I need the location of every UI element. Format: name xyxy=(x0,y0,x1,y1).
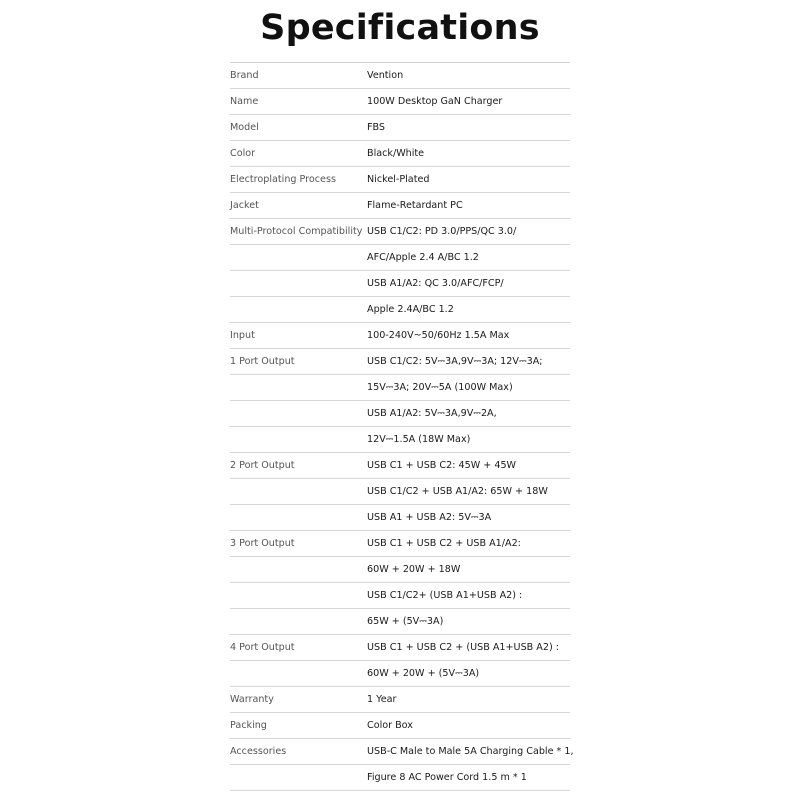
spec-value: Nickel-Plated xyxy=(367,174,430,185)
spec-value: USB-C Male to Male 5A Charging Cable * 1, xyxy=(367,746,574,757)
spec-row xyxy=(230,531,570,557)
spec-row xyxy=(230,323,570,349)
spec-label: Accessories xyxy=(230,746,287,757)
spec-label: Jacket xyxy=(230,200,259,211)
spec-row xyxy=(230,89,570,115)
spec-row xyxy=(230,635,570,661)
spec-row xyxy=(230,739,574,765)
spec-row xyxy=(230,115,570,141)
spec-label: Color xyxy=(230,148,256,159)
spec-value: USB C1/C2: PD 3.0/PPS/QC 3.0/ xyxy=(367,226,517,237)
spec-label: Multi-Protocol Compatibility xyxy=(230,226,363,237)
spec-row xyxy=(230,427,570,453)
spec-row xyxy=(230,453,570,479)
spec-value: 100-240V~50/60Hz 1.5A Max xyxy=(367,330,510,341)
spec-value: 60W + 20W + 18W xyxy=(367,564,461,575)
spec-label: Packing xyxy=(230,720,267,731)
spec-value: Black/White xyxy=(367,148,425,159)
spec-value: USB C1/C2 + USB A1/A2: 65W + 18W xyxy=(367,486,548,497)
spec-value: USB C1 + USB C2: 45W + 45W xyxy=(367,460,517,471)
spec-value: USB A1/A2: 5V⎓3A,9V⎓2A, xyxy=(367,408,497,419)
spec-row xyxy=(230,505,570,531)
spec-value: USB A1 + USB A2: 5V⎓3A xyxy=(367,512,492,523)
spec-value: Figure 8 AC Power Cord 1.5 m * 1 xyxy=(367,772,527,783)
spec-value: Apple 2.4A/BC 1.2 xyxy=(367,304,454,315)
spec-label: Warranty xyxy=(230,694,274,705)
spec-row xyxy=(230,401,570,427)
spec-row xyxy=(230,193,570,219)
spec-row xyxy=(230,557,570,583)
spec-row xyxy=(230,661,570,687)
spec-label: Electroplating Process xyxy=(230,174,336,185)
spec-value: Color Box xyxy=(367,720,413,731)
spec-label: Model xyxy=(230,122,259,133)
spec-row xyxy=(230,349,570,375)
spec-value: FBS xyxy=(367,122,386,133)
spec-label: Input xyxy=(230,330,255,341)
spec-row xyxy=(230,713,570,739)
spec-table xyxy=(230,62,574,791)
spec-label: 4 Port Output xyxy=(230,642,295,653)
spec-value: USB C1/C2+ (USB A1+USB A2) : xyxy=(367,590,523,601)
spec-value: 100W Desktop GaN Charger xyxy=(367,96,503,107)
spec-value: USB C1 + USB C2 + (USB A1+USB A2) : xyxy=(367,642,559,653)
spec-row xyxy=(230,167,570,193)
spec-row xyxy=(230,609,570,635)
spec-value: USB C1/C2: 5V⎓3A,9V⎓3A; 12V⎓3A; xyxy=(367,356,543,367)
spec-label: 2 Port Output xyxy=(230,460,295,471)
spec-value: 60W + 20W + (5V⎓3A) xyxy=(367,668,480,679)
spec-row xyxy=(230,583,570,609)
page-title: Specifications xyxy=(260,8,540,48)
spec-row xyxy=(230,141,570,167)
spec-row xyxy=(230,765,570,791)
spec-value: USB A1/A2: QC 3.0/AFC/FCP/ xyxy=(367,278,504,289)
spec-label: Brand xyxy=(230,70,259,81)
spec-value: AFC/Apple 2.4 A/BC 1.2 xyxy=(367,252,479,263)
spec-row xyxy=(230,479,570,505)
spec-value: 12V⎓1.5A (18W Max) xyxy=(367,434,471,445)
spec-row xyxy=(230,297,570,323)
spec-row xyxy=(230,375,570,401)
spec-label: 1 Port Output xyxy=(230,356,295,367)
spec-row xyxy=(230,219,570,245)
spec-value: Flame-Retardant PC xyxy=(367,200,463,211)
spec-label: Name xyxy=(230,96,259,107)
spec-value: Vention xyxy=(367,70,404,81)
spec-label: 3 Port Output xyxy=(230,538,295,549)
spec-row xyxy=(230,63,570,89)
spec-row xyxy=(230,687,570,713)
spec-row xyxy=(230,271,570,297)
spec-value: 15V⎓3A; 20V⎓5A (100W Max) xyxy=(367,382,513,393)
spec-row xyxy=(230,245,570,271)
spec-value: 1 Year xyxy=(367,694,397,705)
spec-value: 65W + (5V⎓3A) xyxy=(367,616,444,627)
spec-value: USB C1 + USB C2 + USB A1/A2: xyxy=(367,538,521,549)
